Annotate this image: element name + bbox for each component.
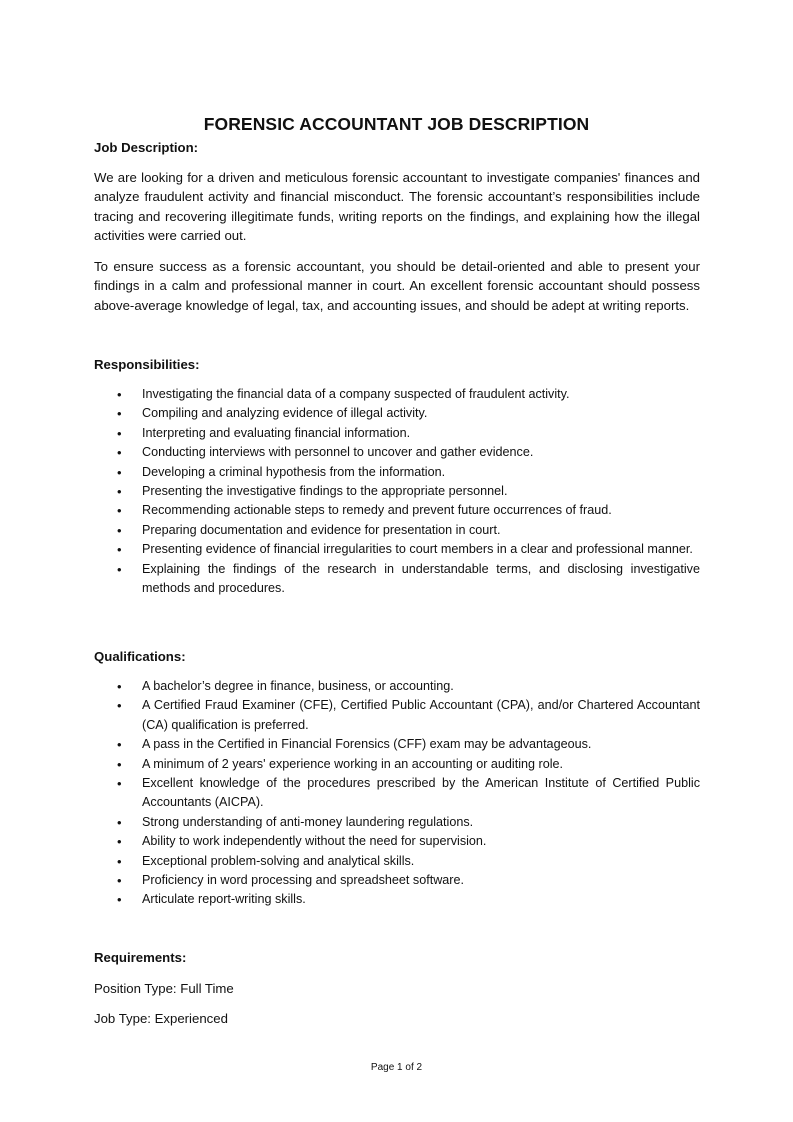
responsibilities-heading: Responsibilities: [94, 357, 200, 372]
list-item [94, 871, 700, 890]
bullet-icon: • [117, 542, 122, 558]
bullet-icon: • [117, 445, 122, 461]
list-item-text: Developing a criminal hypothesis from the information. [142, 464, 446, 479]
position-type-text: Position Type: Full Time [94, 981, 234, 996]
list-item [94, 424, 700, 443]
bullet-icon: • [117, 679, 122, 694]
list-item-text: Excellent knowledge of the procedures prescribed by the American Institute of Certified Public Accountants (AICPA). [142, 776, 700, 810]
list-item-text: A Certified Fraud Examiner (CFE), Certified Public Accountant (CPA), and/or Chartered Accountant (CA) qualification is preferred. [142, 698, 700, 732]
qualifications-heading: Qualifications: [94, 649, 186, 664]
bullet-icon: • [117, 503, 122, 519]
document-title: FORENSIC ACCOUNTANT JOB DESCRIPTION [203, 114, 590, 134]
list-item-text: Preparing documentation and evidence for presentation in court. [142, 522, 501, 537]
list-item [94, 890, 700, 909]
list-item [94, 696, 700, 735]
bullet-icon: • [117, 834, 122, 850]
list-item [94, 813, 700, 832]
bullet-icon: • [117, 406, 122, 422]
list-item-text: Presenting evidence of financial irregularities to court members in a clear and professional manner. [142, 542, 693, 557]
list-item-text: Conducting interviews with personnel to uncover and gather evidence. [142, 445, 534, 460]
job-description-paragraph-1: We are looking for a driven and meticulous forensic accountant to investigate companies' finances and analyze fraudulent activity and financial misconduct. The forensic accountant’s responsibilities include tracing and recovering illegitimate funds, writing reports on the findings, and explaining how the illegal activities were carried out. [94, 170, 700, 244]
list-item-text: Proficiency in word processing and spreadsheet software. [142, 873, 465, 888]
list-item [94, 482, 700, 501]
list-item [94, 832, 700, 851]
list-item [94, 443, 700, 462]
list-item-text: Investigating the financial data of a company suspected of fraudulent activity. [142, 387, 570, 401]
list-item [94, 404, 700, 423]
bullet-icon: • [117, 464, 122, 480]
bullet-icon: • [117, 522, 122, 538]
bullet-icon: • [117, 561, 122, 577]
bullet-icon: • [117, 698, 122, 714]
list-item-text: Recommending actionable steps to remedy and prevent future occurrences of fraud. [142, 503, 612, 518]
list-item [94, 463, 700, 482]
list-item [94, 852, 700, 871]
list-item [94, 755, 700, 774]
bullet-icon: • [117, 853, 122, 869]
list-item [94, 774, 700, 813]
list-item [94, 560, 700, 599]
list-item-text: Interpreting and evaluating financial information. [142, 425, 411, 440]
bullet-icon: • [117, 425, 122, 441]
list-item [94, 677, 700, 696]
list-item-text: A pass in the Certified in Financial Forensics (CFF) exam may be advantageous. [142, 737, 592, 752]
list-item-text: Exceptional problem-solving and analytical skills. [142, 853, 415, 868]
list-item [94, 385, 700, 404]
list-item-text: Explaining the findings of the research in understandable terms, and disclosing investigative methods and procedures. [142, 561, 700, 596]
page-number: Page 1 of 2 [370, 1062, 423, 1073]
bullet-icon: • [117, 756, 122, 772]
list-item-text: Presenting the investigative findings to the appropriate personnel. [142, 484, 508, 499]
list-item [94, 735, 700, 754]
bullet-icon: • [117, 873, 122, 889]
list-item [94, 540, 700, 559]
responsibilities-list [94, 385, 700, 598]
bullet-icon: • [117, 484, 122, 500]
bullet-icon: • [117, 776, 122, 792]
requirements-heading: Requirements: [94, 950, 187, 965]
bullet-icon: • [117, 737, 122, 753]
bullet-icon: • [117, 814, 122, 830]
list-item [94, 521, 700, 540]
qualifications-list [94, 677, 700, 910]
job-type-text: Job Type: Experienced [94, 1011, 228, 1026]
job-description-paragraph-2: To ensure success as a forensic accountant, you should be detail-oriented and able to present your findings in a calm and professional manner in court. An excellent forensic accountant should possess above-average knowledge of legal, tax, and accounting issues, and should be adept at writing reports. [94, 259, 700, 313]
list-item-text: Strong understanding of anti-money laundering regulations. [142, 814, 474, 829]
list-item [94, 501, 700, 520]
list-item-text: Articulate report-writing skills. [142, 892, 306, 907]
job-description-heading: Job Description: [94, 140, 199, 155]
list-item-text: Ability to work independently without the need for supervision. [142, 834, 487, 849]
bullet-icon: • [117, 387, 122, 402]
list-item-text: A bachelor’s degree in finance, business, or accounting. [142, 679, 454, 693]
bullet-icon: • [117, 892, 122, 908]
list-item-text: A minimum of 2 years' experience working in an accounting or auditing role. [142, 756, 564, 771]
list-item-text: Compiling and analyzing evidence of illegal activity. [142, 406, 428, 421]
